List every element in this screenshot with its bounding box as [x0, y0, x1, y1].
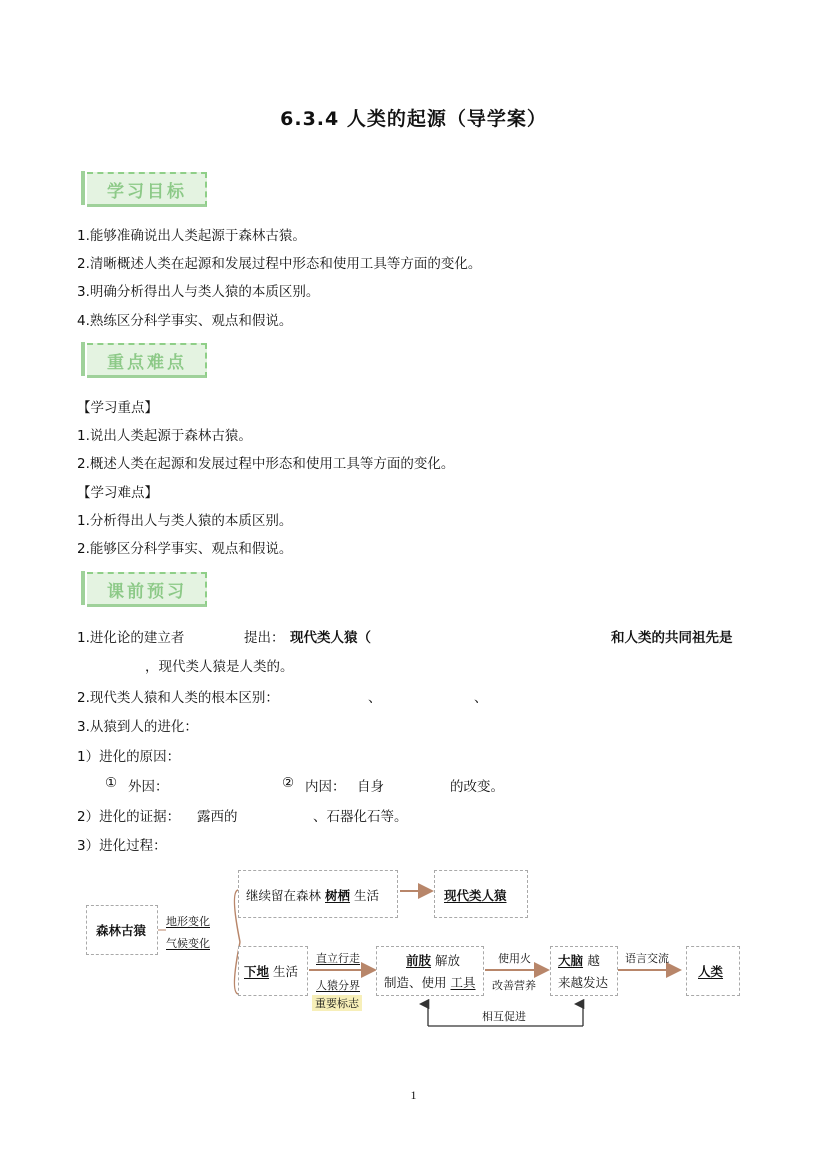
upper-path-text	[246, 886, 379, 904]
ancestor-label: 森林古猿	[96, 923, 147, 938]
q1-prefix: 1.进化论的建立者	[77, 630, 185, 646]
lower-underlined: 下地	[244, 964, 270, 979]
section-tag-preview	[81, 569, 207, 607]
q2-separator: 、	[368, 690, 382, 706]
upper-underlined: 树栖	[325, 888, 351, 903]
difficulty-heading: 【学习难点】	[77, 485, 158, 501]
lower-path-text	[244, 962, 298, 980]
focus-heading: 【学习重点】	[77, 400, 158, 416]
mutual-label: 相互促进	[482, 1010, 526, 1023]
cause-terrain: 地形变化	[166, 915, 210, 928]
q3-1b-self: 自身	[357, 779, 384, 795]
tools-text	[384, 973, 476, 991]
q1-bold: 现代类人猿（	[290, 630, 371, 646]
lower-post: 生活	[273, 964, 299, 979]
q1-end: 和人类的共同祖先是	[611, 630, 733, 646]
q3-3: 3）进化过程：	[77, 838, 167, 854]
q3-1b: 内因：	[305, 779, 346, 795]
fire-label: 使用火	[498, 952, 531, 965]
mark-label: 人猿分界	[316, 979, 360, 992]
q2-separator: 、	[474, 690, 488, 706]
section-tag-label: 学习目标	[107, 182, 187, 202]
brain-underlined: 大脑	[558, 953, 584, 968]
section-tag-label: 重点难点	[107, 353, 187, 373]
walk-label: 直立行走	[316, 952, 360, 965]
q3-2-end: 、石器化石等。	[313, 809, 408, 825]
page-number: 1	[410, 1088, 417, 1102]
q3-2: 2）进化的证据：	[77, 809, 181, 825]
cause-climate: 气候变化	[166, 937, 210, 950]
q1-line2: ，现代类人猿是人类的。	[145, 659, 294, 675]
q3-1: 1）进化的原因：	[77, 749, 181, 765]
nutrition-label: 改善营养	[492, 979, 536, 992]
section-tag-objectives	[81, 169, 207, 207]
language-label: 语言交流	[625, 952, 669, 965]
brain-post: 越	[587, 953, 600, 968]
objective-item: 4.熟练区分科学事实、观点和假说。	[77, 313, 293, 329]
mark-highlight: 重要标志	[312, 995, 362, 1011]
evolution-diagram	[80, 862, 750, 1042]
q3-1a-number: ①	[105, 775, 118, 791]
section-tag-key-points	[81, 340, 207, 378]
focus-item: 1.说出人类起源于森林古猿。	[77, 428, 252, 444]
limbs-text	[406, 951, 460, 969]
q3-1b-number: ②	[282, 775, 295, 791]
difficulty-item: 2.能够区分科学事实、观点和假说。	[77, 541, 293, 557]
modern-apes-label: 现代类人猿	[444, 888, 507, 903]
difficulty-item: 1.分析得出人与类人猿的本质区别。	[77, 513, 293, 529]
q3-2-lucy: 露西的	[197, 809, 238, 825]
tools-pre: 制造、使用	[384, 975, 447, 990]
limbs-post: 解放	[435, 953, 461, 968]
page-title: 6.3.4 人类的起源（导学案）	[280, 108, 547, 130]
section-tag-label: 课前预习	[107, 582, 187, 602]
q3-1b-end: 的改变。	[450, 779, 504, 795]
brain-line2: 来越发达	[558, 975, 609, 990]
brain-text	[558, 951, 600, 969]
upper-pre: 继续留在森林	[246, 888, 322, 903]
focus-item: 2.概述人类在起源和发展过程中形态和使用工具等方面的变化。	[77, 456, 455, 472]
objective-item: 2.清晰概述人类在起源和发展过程中形态和使用工具等方面的变化。	[77, 256, 482, 272]
limbs-underlined: 前肢	[406, 953, 432, 968]
objective-item: 3.明确分析得出人与类人猿的本质区别。	[77, 284, 320, 300]
tools-underlined: 工具	[450, 975, 476, 990]
q1-mid: 提出：	[244, 630, 285, 646]
q3: 3.从猿到人的进化：	[77, 719, 198, 735]
upper-post: 生活	[354, 888, 380, 903]
q3-1a: 外因：	[128, 779, 169, 795]
objective-item: 1.能够准确说出人类起源于森林古猿。	[77, 228, 306, 244]
q2: 2.现代类人猿和人类的根本区别：	[77, 690, 279, 706]
human-label: 人类	[698, 964, 724, 979]
